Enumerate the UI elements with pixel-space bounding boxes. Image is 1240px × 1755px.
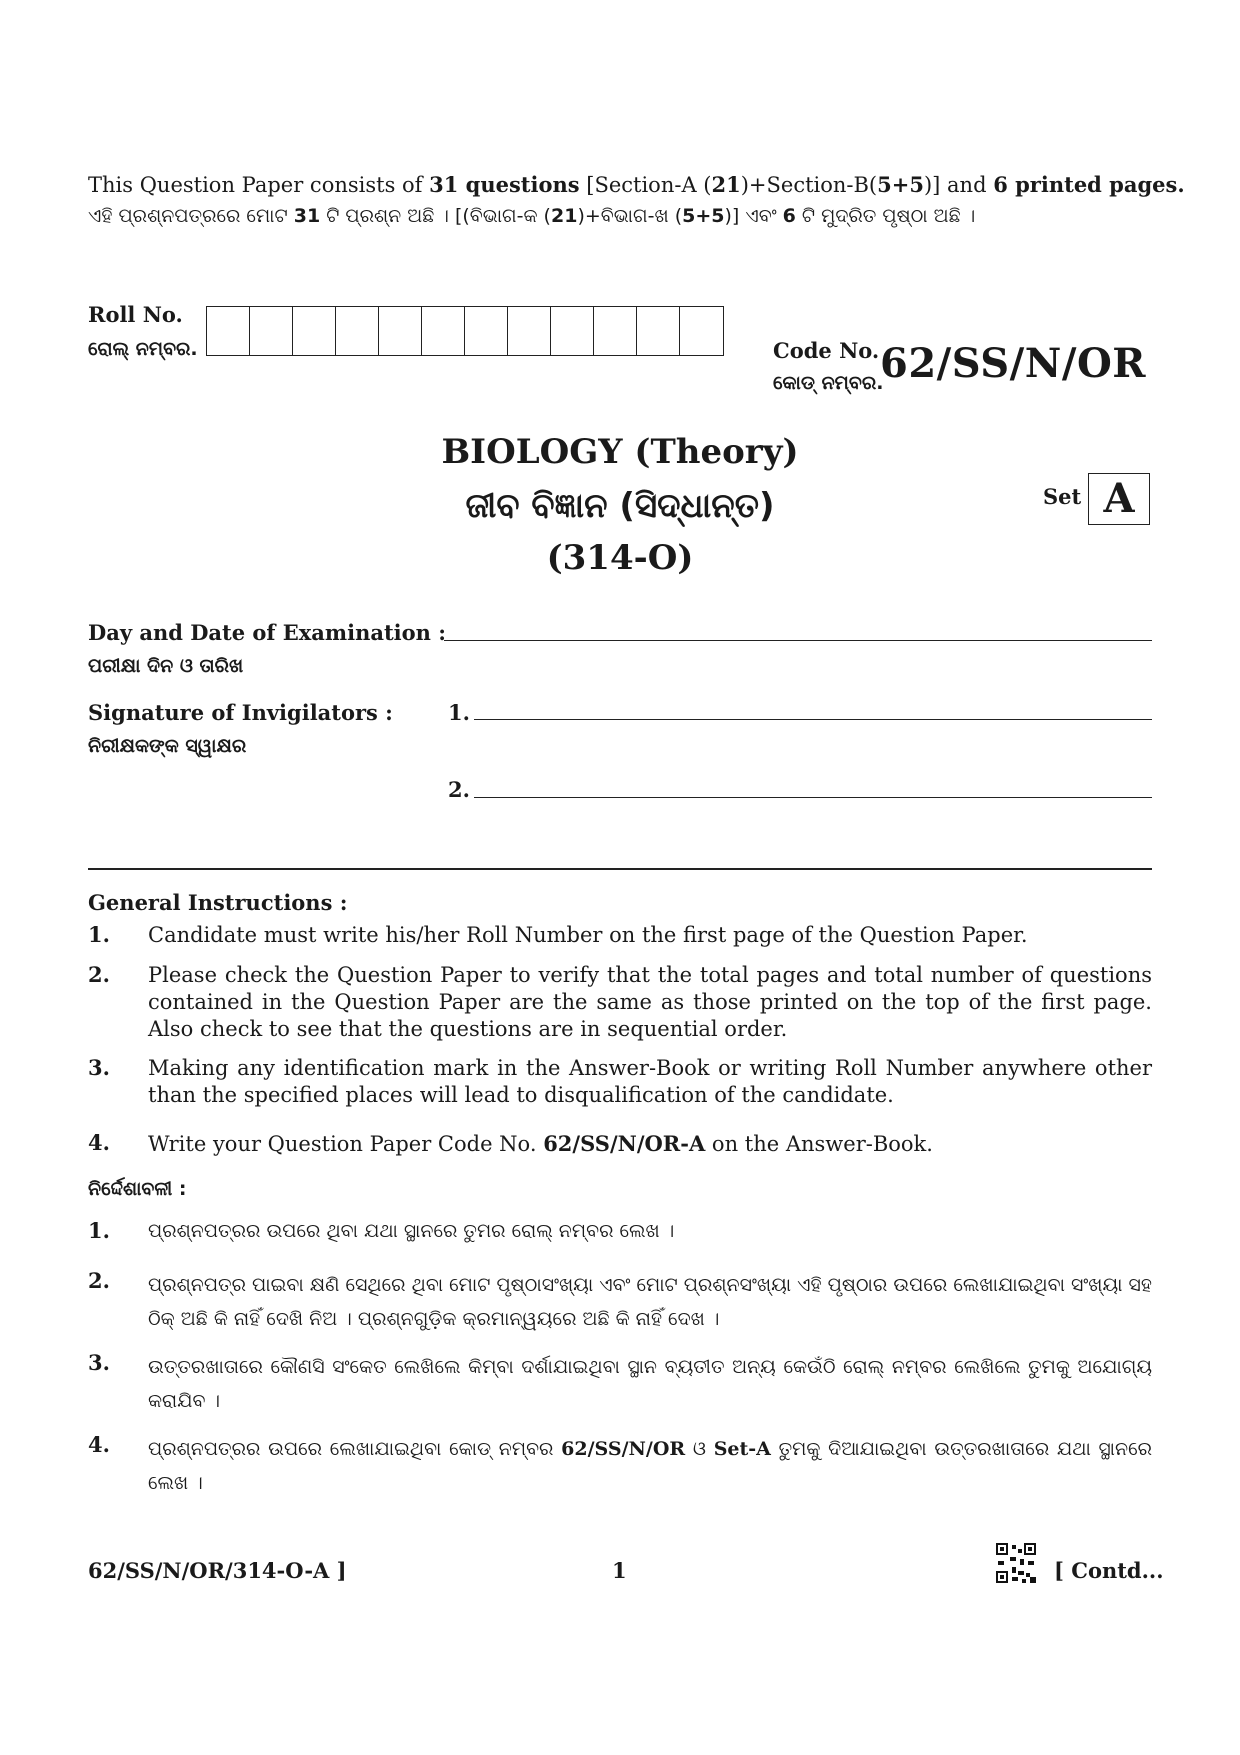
summary-section-a: 21 [550,205,578,227]
summary-section-a: 21 [711,172,741,197]
invigilator-signature-label-en: Signature of Invigilators : [88,700,393,725]
set-label: Set [1043,484,1082,509]
roll-digit-box[interactable] [250,307,293,355]
instruction-text [148,1432,1152,1500]
exam-date-label-en: Day and Date of Examination : [88,620,446,645]
summary-text: ଟି ପ୍ରଶ୍ନ ଅଛି । [(ବିଭାଗ-କ ( [320,205,551,227]
roll-digit-box[interactable] [293,307,336,355]
code-label-or: କୋଡ୍ ନମ୍ବର. [773,372,884,394]
summary-section-b: 5+5 [682,205,725,227]
instruction-text-part: on the Answer-Book. [705,1132,933,1156]
instruction-text-part: ପ୍ରଶ୍ନପତ୍ରର ଉପରେ ଲେଖାଯାଇଥିବା କୋଡ୍ ନମ୍ବର [148,1438,562,1460]
odia-instructions-title: ନିର୍ଦ୍ଦେଶାବଳୀ : [88,1178,187,1200]
roll-digit-box[interactable] [551,307,594,355]
summary-pages: 6 printed pages. [993,172,1185,197]
roll-digit-box[interactable] [508,307,551,355]
roll-digit-box[interactable] [379,307,422,355]
general-instructions-title: General Instructions : [88,890,348,915]
instruction-number: 2. [88,1268,110,1293]
subject-title-en: BIOLOGY (Theory) [441,432,799,472]
instruction-text: ପ୍ରଶ୍ନପତ୍ରର ଉପରେ ଥିବା ଯଥା ସ୍ଥାନରେ ତୁମର ରୋଲ୍ ନମ୍ବର ଲେଖ । [148,1220,675,1242]
roll-label-en: Roll No. [88,302,183,327]
exam-date-label-or: ପରୀକ୍ଷା ଦିନ ଓ ତାରିଖ [88,655,244,677]
set-ref: Set-A [713,1438,771,1460]
roll-digit-box[interactable] [207,307,250,355]
roll-number-boxes[interactable] [206,306,724,356]
roll-digit-box[interactable] [594,307,637,355]
invigilator-signature-label-or: ନିରୀକ୍ଷକଙ୍କ ସ୍ୱାକ୍ଷର [88,735,247,757]
code-label-en: Code No. [773,338,880,363]
qr-code-icon [996,1543,1036,1583]
instruction-text: Candidate must write his/her Roll Number on the first page of the Question Paper. [148,923,1028,947]
footer-paper-code: 62/SS/N/OR/314-O-A ] [88,1558,347,1583]
subject-code: (314-O) [546,538,694,578]
continued-label: [ Contd... [1054,1558,1164,1583]
paper-summary-en [88,172,1185,197]
subject-title-or: ଜୀବ ବିଜ୍ଞାନ (ସିଦ୍ଧାନ୍ତ) [465,486,775,526]
summary-text: )] and [923,173,994,197]
instruction-text [148,1130,1152,1158]
summary-pages: 6 [782,205,796,227]
signature-1-field[interactable] [474,719,1152,720]
summary-text: ଏହି ପ୍ରଶ୍ନପତ୍ରରେ ମୋଟ [88,205,294,227]
instruction-number: 4. [88,1432,110,1457]
instruction-text-part: Write your Question Paper Code No. [148,1132,544,1156]
instruction-number: 3. [88,1350,110,1375]
summary-text: [Section-A ( [579,173,712,197]
instruction-number: 3. [88,1055,110,1080]
paper-code-ref: 62/SS/N/OR-A [543,1131,706,1156]
roll-digit-box[interactable] [637,307,680,355]
set-badge: A [1088,473,1150,525]
summary-text: This Question Paper consists of [88,173,430,197]
summary-text: )+ବିଭାଗ-ଖ ( [577,205,683,227]
instruction-text: Making any identification mark in the Answer-Book or writing Roll Number anywhere other than the specified places will lead to disqualification of the candidate. [148,1056,1152,1107]
roll-digit-box[interactable] [336,307,379,355]
instruction-number: 1. [88,1218,110,1243]
paper-summary-or [88,205,1158,227]
instruction-text-part: ଓ [685,1438,714,1460]
paper-code-ref: 62/SS/N/OR [561,1438,686,1460]
summary-section-b: 5+5 [877,172,924,197]
signature-1-number: 1. [448,700,470,725]
summary-text: )+Section-B( [740,173,878,197]
exam-date-field[interactable] [444,640,1152,641]
signature-2-field[interactable] [474,797,1152,798]
code-number: 62/SS/N/OR [880,340,1147,387]
roll-digit-box[interactable] [680,307,723,355]
section-divider [88,868,1152,870]
roll-digit-box[interactable] [422,307,465,355]
instruction-number: 2. [88,962,110,987]
instruction-text: ପ୍ରଶ୍ନପତ୍ର ପାଇବା କ୍ଷଣି ସେଥିରେ ଥିବା ମୋଟ ପୃଷ୍ଠାସଂଖ୍ୟା ଏବଂ ମୋଟ ପ୍ରଶ୍ନସଂଖ୍ୟା ଏହି ପୃଷ୍ଠାର ଉପରେ ଲେଖାଯାଇଥିବା ସଂଖ୍ୟା ସହ ଠିକ୍ ଅଛି କି ନାହିଁ ଦେଖି ନିଅ । ପ୍ରଶ୍ନଗୁଡ଼ିକ କ୍ରମାନ୍ୱୟରେ ଅଛି କି ନାହିଁ ଦେଖ । [148,1274,1152,1330]
summary-text: )] ଏବଂ [724,205,783,227]
summary-text: ଟି ମୁଦ୍ରିତ ପୃଷ୍ଠା ଅଛି । [795,205,976,227]
signature-2-number: 2. [448,777,470,802]
roll-label-or: ରୋଲ୍ ନମ୍ବର. [88,338,198,360]
summary-questions: 31 questions [429,172,580,197]
page-number: 1 [612,1558,627,1583]
instruction-number: 1. [88,922,110,947]
roll-digit-box[interactable] [465,307,508,355]
instruction-text: Please check the Question Paper to verify that the total pages and total number of questions contained in the Question Paper are the same as those printed on the top of the first page. Also check to see that the questions are in sequential order. [148,963,1152,1041]
summary-questions: 31 [293,205,321,227]
instruction-text-part: ତୁମକୁ ଦିଆଯାଇଥିବା ଉତ୍ତରଖାତାରେ ଯଥା ସ୍ଥାନରେ ଲେଖ । [148,1438,1152,1494]
instruction-number: 4. [88,1130,110,1155]
instruction-text: ଉତ୍ତରଖାତାରେ କୌଣସି ସଂକେତ ଲେଖିଲେ କିମ୍ବା ଦର୍ଶାଯାଇଥିବା ସ୍ଥାନ ବ୍ୟତୀତ ଅନ୍ୟ କେଉଁଠି ରୋଲ୍ ନମ୍ବର ଲେଖିଲେ ତୁମକୁ ଅଯୋଗ୍ୟ କରାଯିବ । [148,1356,1152,1412]
